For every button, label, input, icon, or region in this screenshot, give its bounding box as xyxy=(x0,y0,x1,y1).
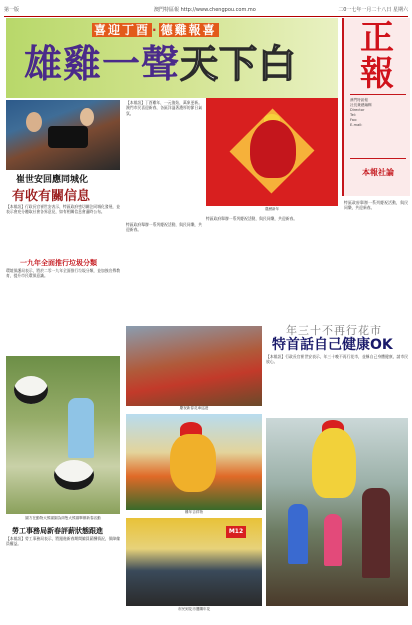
story3-headline: 特首話自己健康OK xyxy=(272,337,393,353)
story4-body: 【本報訊】勞工事務局表示，將跟進新春期間僱員薪酬情況，保障僱員權益。 xyxy=(6,536,120,547)
story3-body: 【本報訊】行政長官崔世安表示，年三十晚不再行花市，並稱自己身體健康，請市民放心。 xyxy=(266,354,408,365)
side-column xyxy=(344,200,408,326)
story1-body: 【本報訊】行政長官崔世安表示，特區政府密切關注同城化發展，並表示會充分聽取社會各界意見，如有相關信息會適時公布。 xyxy=(6,204,120,215)
masthead-info-line: Director xyxy=(350,108,365,112)
header-strip xyxy=(4,4,408,16)
masthead-rule xyxy=(350,94,406,95)
keeper-figure xyxy=(68,398,94,458)
mascot-caption: 雞年吉祥物 xyxy=(185,510,203,514)
masthead-info-line: 社長兼總編輯 xyxy=(350,103,372,107)
adult-figure xyxy=(362,488,390,578)
site-url: 澳門特區報 http://www.chengpou.com.mo xyxy=(154,7,256,13)
banner-top-text: 喜迎丁酉 xyxy=(94,23,151,37)
photo-flower-market xyxy=(126,518,262,606)
header-rule xyxy=(4,16,408,17)
mid-article-body: 特區政府舉辦一系列慶祝活動，與民同樂，共迎新春。 xyxy=(126,222,202,233)
banner xyxy=(6,18,338,98)
rooster-icon xyxy=(250,120,296,178)
banner-title xyxy=(24,42,297,86)
lead-article-body: 【本報訊】丁酉雞年，一元復始，萬象更新。澳門市民喜迎新春，各區洋溢著濃厚的節日氣氛。 xyxy=(126,100,202,116)
rooster-artwork xyxy=(206,98,338,206)
parade-caption: 慶祝新春花車巡遊 xyxy=(179,406,209,410)
masthead-promo: 本報社論 xyxy=(362,168,394,177)
rooster-caption: 農曆新年 xyxy=(264,207,280,211)
story3-subhead: 年三十不再行花市 xyxy=(286,324,382,337)
stall-sign: M12 xyxy=(226,526,246,538)
rooster-mascot-icon xyxy=(170,434,216,492)
masthead-info xyxy=(350,98,406,128)
person-figure xyxy=(80,108,94,126)
masthead-rule xyxy=(350,158,406,159)
story2-headline: 一九年全面推行垃圾分類 xyxy=(20,259,97,267)
section-label: 第一版 xyxy=(4,7,20,13)
story4-headline: 勞工事務局新春評薪狀態跟進 xyxy=(12,527,103,535)
rooster-statue-icon xyxy=(312,428,356,498)
banner-title-part2: 天下白 xyxy=(180,42,298,86)
panda-caption: 園方在動物大熊貓園為兩隻大熊貓舉辦新春活動 xyxy=(25,516,101,520)
child-figure xyxy=(324,514,342,566)
photo-reporters xyxy=(6,100,120,170)
market-caption: 市民到花市選購年花 xyxy=(177,607,211,611)
story1-subhead: 崔世安回應同城化 xyxy=(16,175,89,185)
masthead-info-line: 澳門特區報 xyxy=(350,98,368,102)
masthead-info-line: Fax: xyxy=(350,118,358,122)
photo-parade xyxy=(126,326,262,406)
newspaper-logo: 正報 xyxy=(360,18,394,94)
story1-headline: 有收有關信息 xyxy=(12,189,91,204)
masthead xyxy=(342,18,410,196)
photo-family-with-rooster xyxy=(266,418,408,606)
masthead-info-line: E-mail: xyxy=(350,123,363,127)
banner-top-label: 喜迎丁酉 · 德雞報喜 xyxy=(94,23,217,37)
person-figure xyxy=(26,112,42,132)
issue-date: 二0一七年一月二十八日 星期六 xyxy=(338,7,408,13)
camera-figure xyxy=(48,126,88,148)
panda-figure xyxy=(14,376,48,404)
banner-top-highlight: 德雞報喜 xyxy=(160,23,217,37)
photo-pandas xyxy=(6,356,120,514)
panda-figure xyxy=(54,460,94,490)
child-figure xyxy=(288,504,308,564)
side-column-body: 特區政府舉辦一系列慶祝活動，與民同樂，共迎新春。 xyxy=(344,200,408,211)
photo-rooster-mascot xyxy=(126,414,262,510)
masthead-info-line: Tel: xyxy=(350,113,357,117)
story2-body: 環境保護局表示，將於二零一九年全面推行垃圾分類，並加強宣傳教育，提升市民環保意識。 xyxy=(6,268,120,279)
right-article-body: 特區政府舉辦一系列慶祝活動，與民同樂，共迎新春。 xyxy=(206,216,298,221)
banner-title-part1: 雄雞一聲 xyxy=(24,42,181,86)
